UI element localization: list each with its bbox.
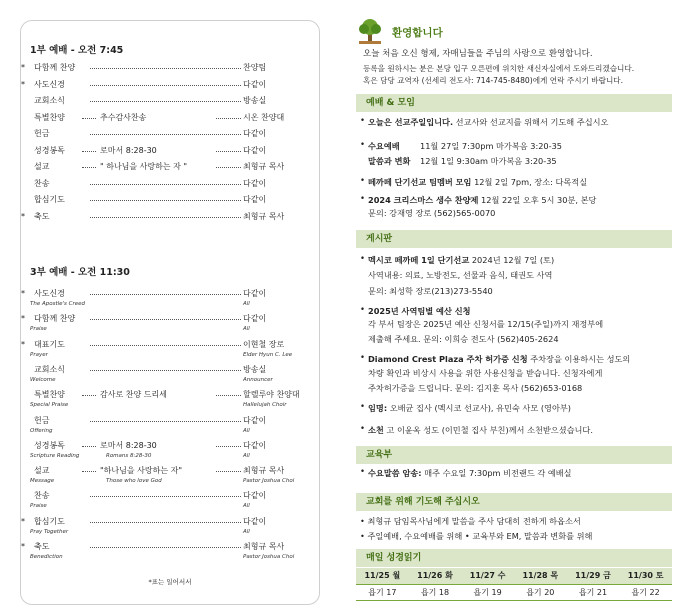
item-name: 다함께 찬양 [34, 63, 76, 72]
item-name: 합심기도 [34, 195, 65, 204]
worship-item-wednesday-detail: 11월 27일 7:30pm 마가복음 3:20-35 [420, 141, 563, 151]
welcome-line-3: 혹은 담당 교역자 (선세리 전도사: 714-745-8480)에게 연락 주시기 바랍니다. [363, 76, 624, 85]
item-leader-en: All [243, 326, 250, 333]
reading-day: 11/28 목 [514, 568, 567, 584]
prayer-header: 교회를 위해 기도해 주십시오 [356, 493, 672, 511]
service-item [30, 490, 292, 510]
welcome-title: 환영합니다 [392, 27, 443, 39]
leader-dots [90, 85, 241, 86]
service1-title: 1부 예배 - 오전 7:45 [30, 45, 124, 56]
reading-table [356, 568, 672, 601]
bullet: • [360, 467, 366, 477]
bullet: • [360, 116, 366, 126]
board-item-passing: 소천 고 이윤옥 성도 (이민철 집사 부친)께서 소천받으셨습니다. [368, 425, 593, 435]
item-name: 교회소식 [34, 364, 65, 374]
item-name: 설교 [34, 466, 50, 476]
service-item [21, 62, 292, 73]
leader-dots [90, 370, 241, 371]
reading-day: 11/27 수 [461, 568, 514, 584]
leader-dots [90, 294, 241, 295]
item-name: 설교 [34, 162, 50, 171]
item-name: 성경봉독 [34, 440, 65, 450]
item-leader: 다같이 [243, 415, 267, 425]
leader-dots [82, 151, 96, 152]
bullet: • [360, 140, 366, 150]
item-leader: 최형규 목사 [243, 466, 285, 476]
reading-chapter: 욥기 19 [461, 584, 514, 600]
bullet: • [360, 176, 366, 186]
service-item [30, 389, 300, 409]
reading-day: 11/25 월 [356, 568, 409, 584]
service-item [30, 145, 292, 156]
item-leader-en: All [243, 301, 250, 307]
board-item-mexico-l3: 문의: 최성학 장로(213)273-5540 [368, 286, 493, 296]
leader-dots [90, 134, 241, 135]
item-name: 찬송 [34, 178, 50, 188]
item-leader-en: Pastor Joshua Choi [243, 554, 295, 560]
item-name-en: Pray Together [30, 528, 69, 535]
leader-dots [82, 167, 96, 168]
board-item-appointment: 임명: 오배균 집사 (멕시코 선교사), 유민숙 사모 (영아부) [368, 403, 571, 413]
item-name: 특별찬양 [34, 112, 65, 122]
leader-dots [216, 118, 241, 119]
service-item [30, 161, 292, 172]
bullet: • [360, 254, 366, 264]
item-leader: 다같이 [243, 491, 267, 501]
item-name: 교회소식 [34, 96, 65, 105]
welcome-line-1: 오늘 처음 오신 형제, 자매님들을 주님의 사랑으로 환영합니다. [363, 49, 593, 59]
service-item [21, 339, 293, 358]
item-name: 대표기도 [34, 339, 65, 349]
item-detail-en: Those who love God [106, 478, 162, 485]
board-item-parking: Diamond Crest Plaza 주차 허가증 신청 주차장을 이용하시는 성도의 [368, 354, 631, 364]
item-name-en: The Apostle's Creed [30, 301, 86, 307]
item-leader: 다같이 [243, 145, 267, 155]
item-name: 찬송 [34, 491, 50, 501]
item-leader: 최형규 목사 [243, 542, 285, 551]
prayer-item-2: • 주일예배, 수요예배를 위해 • 교육부와 EM, 말씀과 변화를 위해 [360, 531, 593, 541]
tree-logo-icon [356, 18, 384, 44]
item-name: 다함께 찬양 [34, 314, 76, 324]
item-leader: 다같이 [243, 314, 267, 324]
leader-dots [216, 151, 241, 152]
reading-chapter: 욥기 20 [514, 584, 567, 600]
item-detail: "하나님을 사랑하는 자" [100, 466, 182, 476]
reading-day: 11/30 토 [619, 568, 672, 584]
worship-item-word: 말씀과 변화 [368, 156, 411, 166]
bullet: • [360, 353, 366, 363]
reading-days-row [356, 568, 672, 584]
item-name: 헌금 [34, 129, 50, 138]
leader-dots [216, 395, 241, 396]
board-item-parking-l2: 차량 확인과 비상시 사용을 위한 사용신청을 받습니다. 신청자에게 [368, 368, 603, 378]
board-item-budget: 2025년 사역팀별 예산 신청 [368, 306, 471, 316]
bullet: • [360, 424, 366, 434]
standing-marker: * [21, 339, 25, 349]
reading-day: 11/26 화 [409, 568, 462, 584]
item-leader-en: Announcer [243, 376, 273, 383]
item-name: 사도신경 [34, 79, 65, 89]
service-item [30, 112, 292, 123]
prayer-item-1: • 최형규 담임목사님에게 말씀을 주사 담대히 전하게 하옵소서 [360, 516, 581, 526]
reading-chapter: 욥기 21 [567, 584, 620, 600]
item-leader: 이현철 장로 [243, 339, 285, 349]
item-detail: " 하나님을 사랑하는 자 " [100, 162, 188, 171]
leader-dots [90, 421, 241, 422]
service-item [30, 178, 292, 189]
standing-marker: * [21, 314, 25, 324]
item-name-en: Offering [30, 427, 53, 434]
item-name-en: Message [30, 478, 55, 485]
item-leader: 다같이 [243, 178, 267, 188]
service-item [30, 465, 295, 485]
leader-dots [90, 184, 241, 185]
item-detail: 로마서 8:28-30 [100, 145, 157, 155]
item-leader: 할렐루야 찬양대 [243, 390, 300, 400]
service-item [21, 211, 292, 222]
item-detail-en: Romans 8:28-30 [106, 452, 152, 459]
item-leader-en: All [243, 452, 250, 459]
item-leader: 다같이 [243, 79, 267, 89]
reading-header: 매일 성경읽기 [356, 549, 672, 567]
service-item [30, 194, 292, 205]
worship-item-mission: 오늘은 선교주일입니다. 선교사와 선교지를 위해서 기도해 주십시오 [368, 117, 609, 127]
leader-dots [90, 101, 241, 102]
service-item [21, 288, 292, 307]
item-name-en: Welcome [30, 376, 56, 383]
worship-header: 예배 & 모임 [356, 94, 672, 112]
item-leader: 방송실 [243, 96, 267, 105]
standing-marker: * [21, 211, 25, 221]
leader-dots [90, 496, 241, 497]
item-name-en: Praise [30, 326, 47, 333]
bullet: • [360, 194, 366, 204]
service-item [21, 313, 292, 333]
item-leader: 다같이 [243, 289, 267, 298]
leader-dots [90, 68, 241, 69]
service-item [30, 128, 292, 139]
leader-dots [82, 446, 96, 447]
welcome-line-2: 등록을 원하시는 분은 본당 입구 오른편에 위치한 새신자실에서 도와드리겠습니다. [363, 64, 635, 73]
reading-chapters-row [356, 584, 672, 600]
leader-dots [216, 446, 241, 447]
service3-title: 3부 예배 - 오전 11:30 [30, 267, 130, 278]
item-leader-en: All [243, 427, 250, 434]
worship-item-christmas-contact: 문의: 강재영 장로 (562)565-0070 [368, 208, 496, 218]
board-item-mexico-l2: 사역내용: 의료, 노방전도, 선물과 음식, 태권도 사역 [368, 270, 553, 280]
reading-day: 11/29 금 [567, 568, 620, 584]
item-leader-en: All [243, 528, 250, 535]
reading-chapter: 욥기 22 [619, 584, 672, 600]
item-leader: 다같이 [243, 195, 267, 204]
reading-chapter: 욥기 17 [356, 584, 409, 600]
item-leader-en: Elder Hyun C. Lee [243, 351, 293, 358]
leader-dots [90, 522, 241, 523]
item-leader-en: Hallelujah Choir [243, 402, 287, 409]
item-name: 축도 [34, 542, 50, 551]
education-header: 교육부 [356, 446, 672, 464]
leader-dots [82, 395, 96, 396]
leader-dots [90, 345, 241, 346]
leader-dots [90, 319, 241, 320]
leader-dots [216, 471, 241, 472]
standing-footnote: *표는 일어서서 [148, 578, 192, 586]
item-name-en: Prayer [30, 351, 48, 358]
item-leader: 시온 찬양대 [243, 112, 285, 122]
service-item [21, 516, 292, 535]
worship-item-word-detail: 12월 1일 9:30am 마가복음 3:20-35 [420, 156, 557, 166]
leader-dots [82, 471, 96, 472]
item-leader: 최형규 목사 [243, 162, 285, 171]
item-name-en: Benediction [30, 554, 63, 560]
item-name-en: Praise [30, 503, 47, 510]
item-name: 사도신경 [34, 289, 65, 298]
item-name: 축도 [34, 211, 50, 221]
item-name-en: Scripture Reading [30, 452, 80, 459]
worship-item-team: 떼까떼 단기선교 팀멤버 모임 12월 2일 7pm, 장소: 다목적실 [368, 177, 588, 187]
service-item [30, 364, 292, 383]
worship-item-christmas: 2024 크리스마스 생수 찬양제 12월 22일 오후 5시 30분, 본당 [368, 195, 597, 205]
standing-marker: * [21, 516, 25, 526]
item-leader: 다같이 [243, 440, 267, 450]
standing-marker: * [21, 63, 25, 72]
item-name: 합심기도 [34, 516, 65, 526]
service-item [30, 415, 292, 434]
item-detail: 감사로 찬양 드리세 [100, 390, 167, 400]
item-name: 특별찬양 [34, 390, 65, 400]
worship-item-wednesday: 수요예배 [368, 141, 400, 151]
item-name-en: Special Praise [30, 402, 69, 409]
leader-dots [82, 118, 96, 119]
service-item [30, 95, 292, 106]
item-name: 성경봉독 [34, 145, 65, 155]
item-leader: 방송실 [243, 364, 267, 374]
education-item-memorize: 수요말씀 암송: 매주 수요일 7:30pm 비전랜드 각 예배실 [368, 468, 572, 478]
service-item [30, 440, 292, 459]
item-leader: 다같이 [243, 129, 267, 138]
board-item-mexico: 멕시코 떼까떼 1일 단기선교 2024년 12월 7일 (토) [368, 255, 555, 265]
leader-dots [216, 167, 241, 168]
item-detail: 추수감사찬송 [100, 112, 147, 122]
standing-marker: * [21, 289, 25, 298]
service-item [21, 541, 295, 560]
leader-dots [90, 547, 241, 548]
bullet: • [360, 402, 366, 412]
board-item-parking-l3: 주차허가증을 드립니다. 문의: 김지훈 목사 (562)653-0168 [368, 383, 583, 393]
item-leader-en: All [243, 503, 250, 510]
board-item-budget-l2: 각 부서 팀장은 2025년 예산 신청서를 12/15(주일)까지 재정부에 [368, 319, 604, 329]
board-item-budget-l3: 제출해 주세요. 문의: 이희승 전도사 (562)405-2624 [368, 334, 559, 344]
standing-marker: * [21, 79, 25, 89]
leader-dots [90, 200, 241, 201]
standing-marker: * [21, 542, 25, 551]
service-item [21, 79, 292, 90]
reading-chapter: 욥기 18 [409, 584, 462, 600]
board-header: 게시판 [356, 230, 672, 248]
leader-dots [90, 217, 241, 218]
item-leader: 최형규 목사 [243, 211, 285, 221]
bullet: • [360, 305, 366, 315]
item-leader-en: Pastor Joshua Choi [243, 478, 295, 485]
item-leader: 찬양팀 [243, 63, 267, 72]
item-detail: 로마서 8:28-30 [100, 440, 157, 450]
item-leader: 다같이 [243, 516, 267, 526]
item-name: 헌금 [34, 415, 50, 425]
